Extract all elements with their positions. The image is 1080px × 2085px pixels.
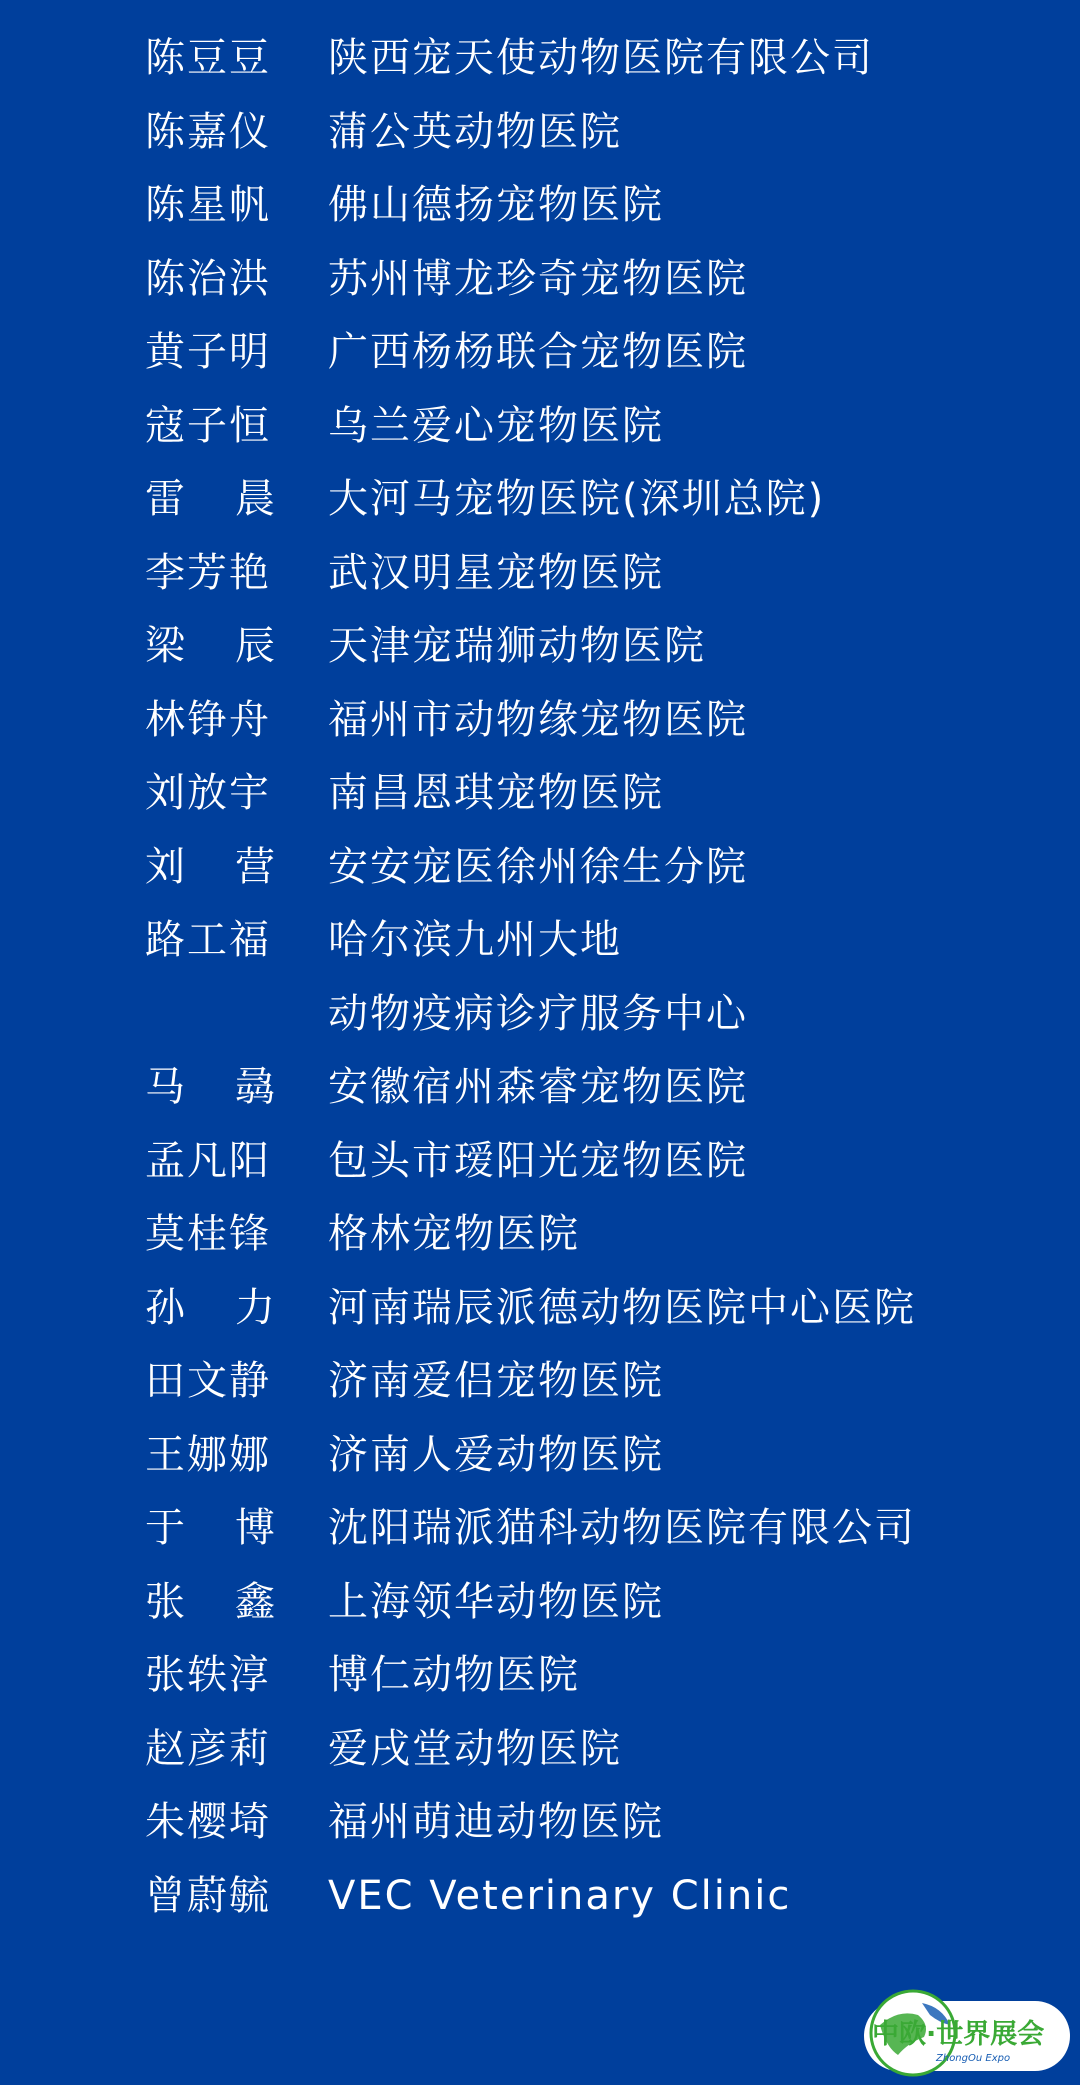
hospital-name: 武汉明星宠物医院	[328, 549, 664, 596]
hospital-name: 苏州博龙珍奇宠物医院	[328, 255, 748, 302]
list-item	[0, 469, 1080, 543]
hospital-name: 天津宠瑞狮动物医院	[328, 623, 706, 669]
list-item	[0, 1425, 1080, 1499]
hospital-name: 沈阳瑞派猫科动物医院有限公司	[328, 1505, 916, 1551]
logo-graphic	[858, 1985, 1074, 2079]
list-item	[0, 28, 1080, 102]
hospital-name: 福州萌迪动物医院	[328, 1799, 664, 1845]
list-item	[0, 1866, 1080, 1940]
list-item	[0, 1278, 1080, 1352]
list-item	[0, 249, 1080, 323]
attendee-name	[145, 1278, 277, 1338]
hospital-name: 济南爱侣宠物医院	[328, 1358, 664, 1404]
attendee-name-spaced: 刘 营	[145, 843, 277, 890]
list-item	[0, 1572, 1080, 1646]
list-item	[0, 1645, 1080, 1719]
hospital-name: 安徽宿州森睿宠物医院	[328, 1064, 748, 1110]
list-item	[0, 763, 1080, 837]
zhongou-expo-logo	[858, 1985, 1074, 2079]
list-item	[0, 1498, 1080, 1572]
hospital-name: 乌兰爱心宠物医院	[328, 402, 664, 449]
attendee-name	[145, 1572, 277, 1632]
attendee-name: 陈治洪	[145, 255, 271, 302]
hospital-name: 格林宠物医院	[328, 1211, 580, 1257]
list-item	[0, 910, 1080, 984]
list-item	[0, 1351, 1080, 1425]
attendee-name: 田文静	[145, 1358, 271, 1404]
logo-subtext: ZhongOu Expo	[936, 2053, 1011, 2064]
list-item	[0, 543, 1080, 617]
attendee-name	[145, 616, 277, 676]
attendee-name	[145, 837, 277, 897]
logo-text: 中欧·世界展会	[872, 2019, 1045, 2050]
hospital-name: VEC Veterinary Clinic	[328, 1872, 792, 1919]
list-item	[0, 1719, 1080, 1793]
attendee-name	[145, 1057, 277, 1117]
hospital-name: 大河马宠物医院(深圳总院)	[328, 476, 826, 522]
hospital-name: 河南瑞辰派德动物医院中心医院	[328, 1284, 916, 1331]
attendee-name: 王娜娜	[145, 1431, 271, 1478]
hospital-name: 动物疫病诊疗服务中心	[328, 990, 748, 1037]
hospital-name: 福州市动物缘宠物医院	[328, 696, 748, 743]
attendee-name: 朱樱埼	[145, 1799, 271, 1845]
list-item	[0, 690, 1080, 764]
attendee-name-spaced: 马 骉	[145, 1064, 277, 1110]
attendee-name-spaced: 梁 辰	[145, 623, 277, 669]
attendee-name: 寇子恒	[145, 402, 271, 449]
list-item	[0, 1792, 1080, 1866]
list-item	[0, 1204, 1080, 1278]
list-item	[0, 1057, 1080, 1131]
attendee-name-spaced: 于 博	[145, 1505, 277, 1551]
hospital-name: 济南人爱动物医院	[328, 1431, 664, 1478]
attendee-name: 曾蔚毓	[145, 1872, 271, 1919]
hospital-name: 南昌恩琪宠物医院	[328, 770, 664, 816]
attendee-name	[145, 984, 277, 1044]
attendee-name	[145, 469, 277, 529]
attendee-name: 陈嘉仪	[145, 108, 271, 155]
list-item	[0, 1131, 1080, 1205]
list-item	[0, 102, 1080, 176]
attendee-name-spaced: 雷 晨	[145, 476, 277, 522]
attendee-name: 刘放宇	[145, 770, 271, 816]
hospital-name: 爱戌堂动物医院	[328, 1725, 622, 1772]
attendee-name: 陈星帆	[145, 182, 271, 228]
attendee-name	[145, 1498, 277, 1558]
attendee-name: 莫桂锋	[145, 1211, 271, 1257]
attendee-name: 林铮舟	[145, 696, 271, 743]
hospital-name: 安安宠医徐州徐生分院	[328, 843, 748, 890]
attendee-name: 黄子明	[145, 329, 271, 375]
attendee-name-spaced: 孙 力	[145, 1284, 277, 1331]
attendee-name: 赵彦莉	[145, 1725, 271, 1772]
hospital-name: 蒲公英动物医院	[328, 108, 622, 155]
hospital-name: 哈尔滨九州大地	[328, 917, 622, 963]
list-item	[0, 984, 1080, 1058]
hospital-name: 博仁动物医院	[328, 1652, 580, 1698]
attendee-list	[0, 28, 1080, 1939]
hospital-name: 上海领华动物医院	[328, 1578, 664, 1625]
list-item	[0, 175, 1080, 249]
hospital-name: 陕西宠天使动物医院有限公司	[328, 35, 874, 81]
attendee-name: 路工福	[145, 917, 271, 963]
list-item	[0, 396, 1080, 470]
attendee-name: 陈豆豆	[145, 35, 271, 81]
hospital-name: 广西杨杨联合宠物医院	[328, 329, 748, 375]
list-item	[0, 322, 1080, 396]
attendee-name-spaced: 张 鑫	[145, 1578, 277, 1625]
hospital-name: 佛山德扬宠物医院	[328, 182, 664, 228]
attendee-name: 张轶淳	[145, 1652, 271, 1698]
list-item	[0, 837, 1080, 911]
attendee-name: 孟凡阳	[145, 1137, 271, 1184]
attendee-name: 李芳艳	[145, 549, 271, 596]
hospital-name: 包头市瑷阳光宠物医院	[328, 1137, 748, 1184]
list-item	[0, 616, 1080, 690]
